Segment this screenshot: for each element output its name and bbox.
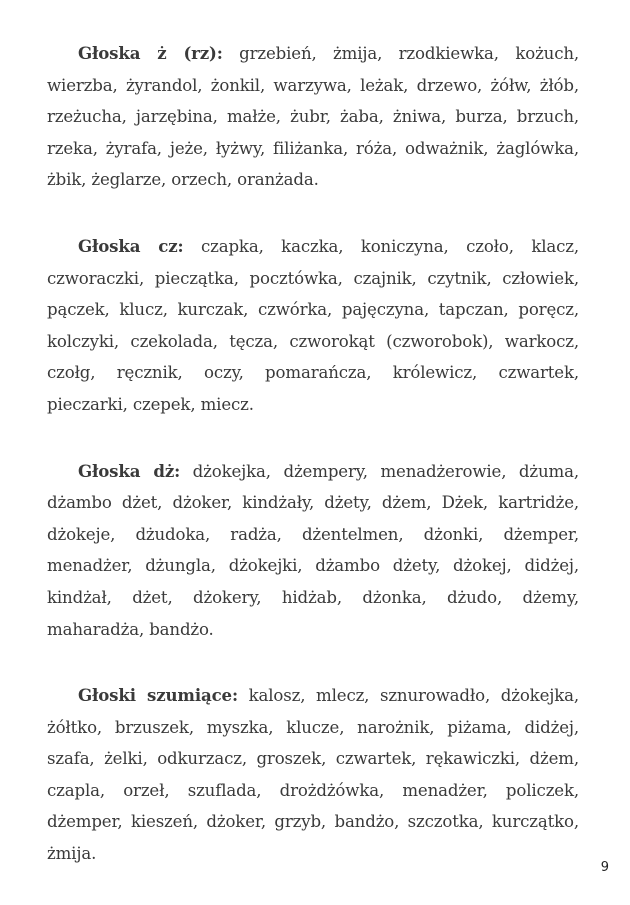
section-heading: Głoski szumiące:: [78, 685, 238, 706]
section-text: czapka, kaczka, koniczyna, czoło, klacz, czworaczki, pieczątka, pocztówka, czajnik, czytnik, człowiek, pączek, klucz, kurczak, czwórka, pajęczyna, tapczan, poręcz, kolczyki, czekolada, tęcza, czworokąt (czworobok), warkocz, czołg, ręcznik, oczy, pomarańcza, królewicz, czwartek, pieczarki, czepek, miecz.: [47, 236, 580, 414]
section-gloski-szumiace: [47, 680, 579, 870]
page-content: [47, 38, 579, 905]
section-heading: Głoska ż (rz):: [78, 43, 223, 63]
page-number: 9: [600, 860, 609, 875]
section-gloska-dz: [47, 456, 579, 646]
section-heading: Głoska cz:: [78, 235, 184, 256]
section-text: dżokejka, dżempery, menadżerowie, dżuma, dżambo dżet, dżoker, kindżały, dżety, dżem, Dżek, kartridże, dżokeje, dżudoka, radża, dżentelmen, dżonki, dżemper, menadżer, dżungla, dżokejki, dżambo dżety, dżokej, didżej, kindżał, dżet, dżokery, hidżab, dżonka, dżudo, dżemy, maharadża, bandżo.: [47, 461, 579, 639]
section-gloska-cz: [47, 231, 579, 421]
section-text: grzebień, żmija, rzodkiewka, kożuch, wierzba, żyrandol, żonkil, warzywa, leżak, drzewo, żółw, żłób, rzeżucha, jarzębina, małże, żubr, żaba, żniwa, burza, brzuch, rzeka, żyrafa, jeże, łyżwy, filiżanka, róża, odważnik, żaglówka, żbik, żeglarze, orzech, oranżada.: [47, 44, 579, 190]
section-heading: Głoska dż:: [78, 460, 181, 481]
section-gloska-z: [47, 38, 579, 196]
section-text: kalosz, mlecz, sznurowadło, dżokejka, żółtko, brzuszek, myszka, klucze, narożnik, piżama, didżej, szafa, żelki, odkurzacz, groszek, czwartek, rękawiczki, dżem, czapla, orzeł, szuflada, drożdżówka, menadżer, policzek, dżemper, kieszeń, dżoker, grzyb, bandżo, szczotka, kurczątko, żmija.: [47, 686, 580, 864]
